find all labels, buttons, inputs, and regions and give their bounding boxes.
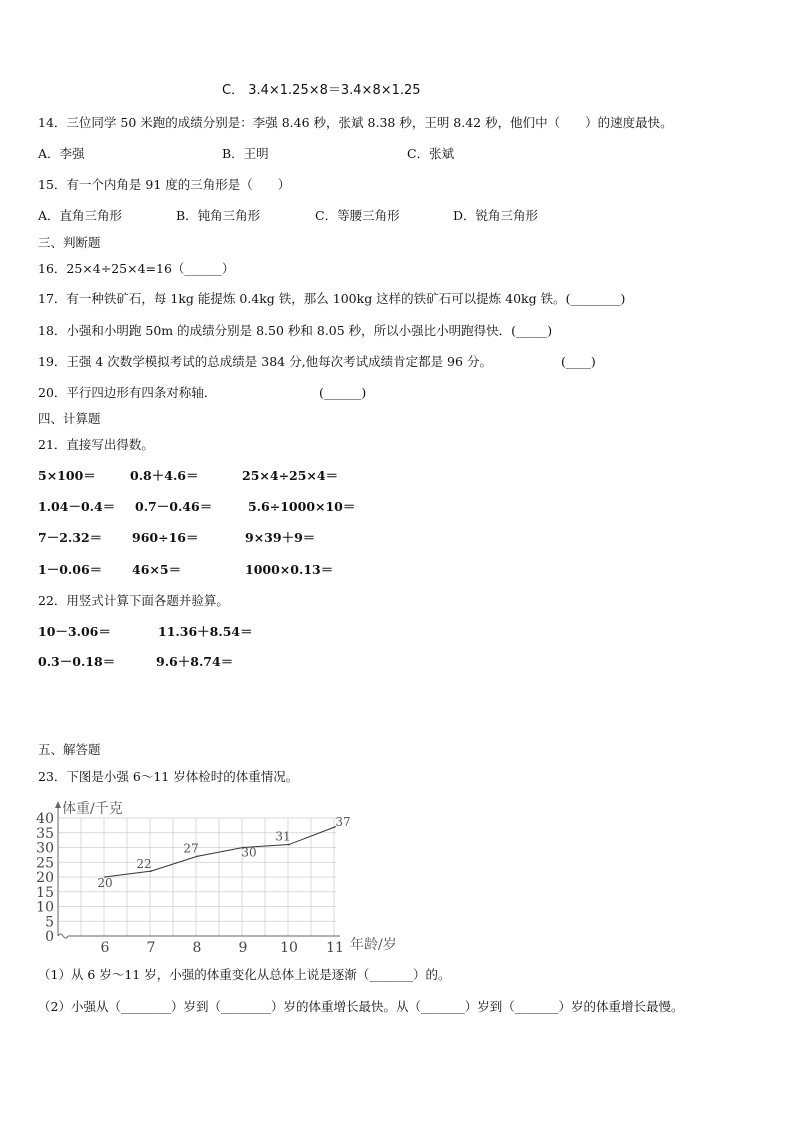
x-tick-label: 9 xyxy=(238,940,248,956)
axis-break xyxy=(58,934,68,938)
question-17: 17．有一种铁矿石，每 1kg 能提炼 0.4kg 铁，那么 100kg 这样的铁矿石可以提炼 40kg 铁。(________) xyxy=(38,291,626,306)
data-label: 20 xyxy=(97,876,113,890)
chart-axes xyxy=(55,801,340,938)
q22-stem: 22．用竖式计算下面各题并验算。 xyxy=(38,593,229,608)
q21-item: 5×100＝ xyxy=(38,468,96,483)
q23-stem: 23．下图是小强 6～11 岁体检时的体重情况。 xyxy=(38,769,299,784)
q19-blank: (____) xyxy=(561,354,596,369)
q15-option-b: B．钝角三角形 xyxy=(176,208,261,223)
q15-option-d: D．锐角三角形 xyxy=(453,208,539,223)
weight-line-chart xyxy=(30,796,410,956)
section-5-heading: 五、解答题 xyxy=(38,742,101,757)
q14-option-c: C．张斌 xyxy=(407,146,455,161)
data-label: 30 xyxy=(241,845,257,860)
q15-option-c: C．等腰三角形 xyxy=(315,208,400,223)
q21-item: 7－2.32＝ xyxy=(38,530,103,545)
data-label: 31 xyxy=(275,829,291,844)
data-label: 37 xyxy=(335,814,351,829)
q14-option-b: B．王明 xyxy=(222,146,269,161)
y-tick-label: 5 xyxy=(45,914,54,931)
section-4-heading: 四、计算题 xyxy=(38,411,101,426)
q21-item: 0.8＋4.6＝ xyxy=(130,468,199,483)
q22-item: 9.6＋8.74＝ xyxy=(156,654,234,669)
data-label: 27 xyxy=(183,841,199,856)
x-tick-label: 7 xyxy=(146,940,156,956)
y-axis-arrow xyxy=(55,801,61,808)
chart-data-labels xyxy=(97,815,350,890)
x-tick-label: 6 xyxy=(100,940,110,956)
q22-item: 11.36＋8.54＝ xyxy=(158,624,253,639)
q21-item: 5.6÷1000×10＝ xyxy=(248,499,356,514)
q14-option-a: A．李强 xyxy=(38,146,85,161)
q21-item: 0.7－0.46＝ xyxy=(135,499,213,514)
data-label: 22 xyxy=(136,857,152,872)
chart-x-ticks xyxy=(101,940,344,956)
section-3-heading: 三、判断题 xyxy=(38,235,101,250)
data-point xyxy=(288,844,290,846)
y-tick-label: 40 xyxy=(36,811,54,827)
x-tick-label: 11 xyxy=(326,940,344,956)
y-tick-label: 35 xyxy=(36,825,54,842)
q21-stem: 21．直接写出得数。 xyxy=(38,437,154,452)
q23-sub1: （1）从 6 岁～11 岁，小强的体重变化从总体上说是逐渐（_______）的。 xyxy=(38,967,451,982)
chart-y-ticks xyxy=(36,811,54,945)
y-tick-label: 15 xyxy=(36,884,54,901)
q21-item: 25×4÷25×4＝ xyxy=(242,468,339,483)
q13-option-c: C． 3.4×1.25×8＝3.4×8×1.25 xyxy=(222,83,421,98)
q23-sub2: （2）小强从（________）岁到（________）岁的体重增长最快。从（_______）岁到（_______）岁的体重增长最慢。 xyxy=(38,999,684,1014)
x-tick-label: 10 xyxy=(280,940,298,956)
chart-ylabel: 体重/千克 xyxy=(62,801,123,817)
y-tick-label: 20 xyxy=(36,870,54,886)
q21-item: 960÷16＝ xyxy=(132,530,199,545)
question-18: 18．小强和小明跑 50m 的成绩分别是 8.50 秒和 8.05 秒，所以小强比小明跑得快．(_____) xyxy=(38,323,553,338)
q14-stem: 14．三位同学 50 米跑的成绩分别是：李强 8.46 秒，张斌 8.38 秒，王明 8.42 秒，他们中（ ）的速度最快。 xyxy=(38,115,673,130)
q15-stem: 15．有一个内角是 91 度的三角形是（ ） xyxy=(38,177,291,192)
q21-item: 1－0.06＝ xyxy=(38,562,103,577)
q20-text: 20．平行四边形有四条对称轴． xyxy=(38,385,217,400)
y-tick-label: 30 xyxy=(36,840,54,857)
q21-item: 1000×0.13＝ xyxy=(245,562,334,577)
q19-text: 19．王强 4 次数学模拟考试的总成绩是 384 分,他每次考试成绩肯定都是 96 分。 xyxy=(38,354,492,369)
q21-item: 46×5＝ xyxy=(132,562,182,577)
question-16: 16．25×4÷25×4=16（______） xyxy=(38,261,235,276)
y-tick-label: 10 xyxy=(36,899,54,916)
q20-blank: (______) xyxy=(319,385,367,400)
q22-item: 0.3－0.18＝ xyxy=(38,654,116,669)
y-tick-label: 25 xyxy=(36,855,54,872)
y-tick-label: 0 xyxy=(45,929,54,945)
data-point xyxy=(196,856,198,858)
q22-item: 10－3.06＝ xyxy=(38,624,111,639)
chart-xlabel: 年龄/岁 xyxy=(350,937,397,953)
q21-item: 9×39＋9＝ xyxy=(245,530,316,545)
q15-option-a: A．直角三角形 xyxy=(38,208,123,223)
q21-item: 1.04－0.4＝ xyxy=(38,499,116,514)
x-tick-label: 8 xyxy=(192,940,202,956)
